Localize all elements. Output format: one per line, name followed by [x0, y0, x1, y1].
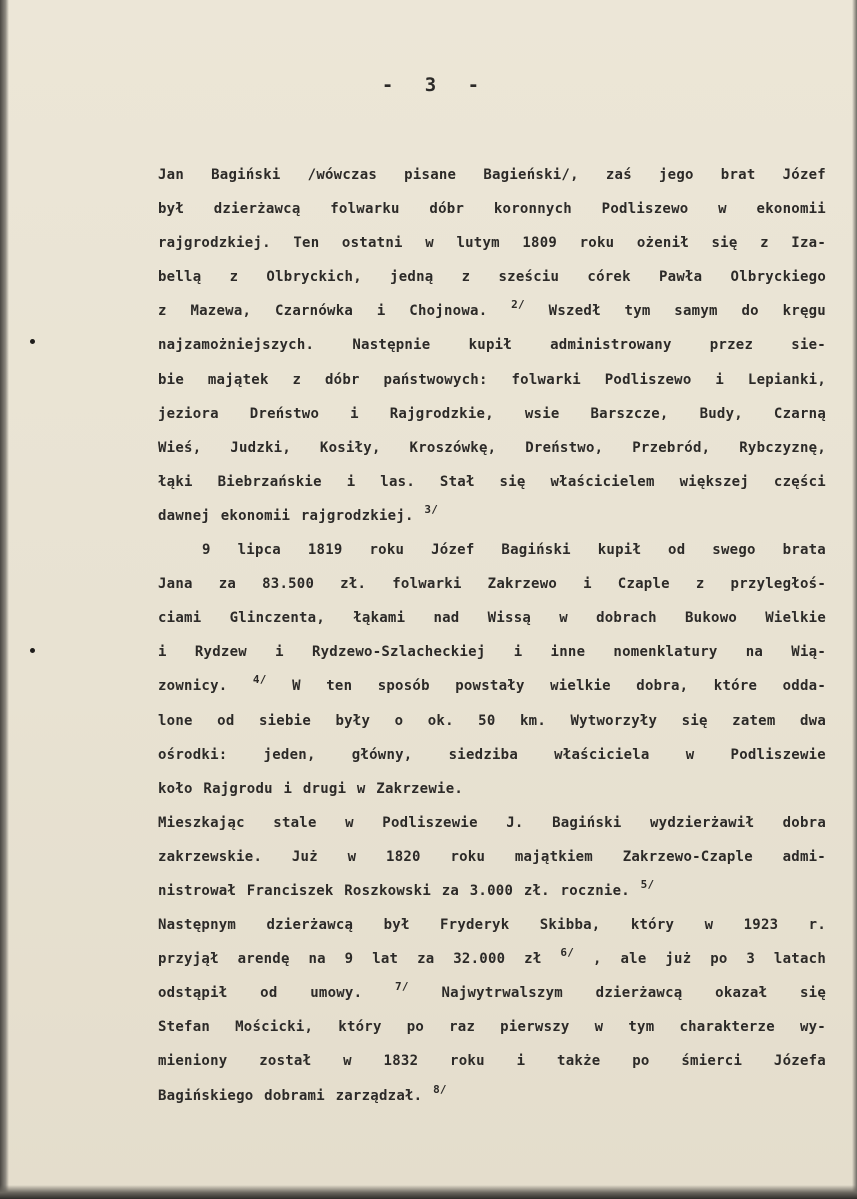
scan-edge-bottom — [0, 1185, 857, 1199]
text-line — [158, 1079, 826, 1113]
text-line — [158, 704, 826, 738]
line-text: był dzierżawcą folwarku dóbr koronnych Podliszewo w ekonomii — [158, 201, 826, 218]
line-text: Jana za 83.500 zł. folwarki Zakrzewo i Czaple z przyległoś- — [158, 576, 826, 593]
text-line — [158, 397, 826, 431]
text-line — [158, 567, 826, 601]
line-text: lone od siebie były o ok. 50 km. Wytworzyły się zatem dwa — [158, 712, 826, 729]
punch-hole-dot — [30, 339, 35, 344]
line-text-continued: Wszedł tym samym do kręgu — [548, 303, 826, 320]
text-line — [158, 976, 826, 1010]
text-line — [158, 1044, 826, 1078]
text-line — [158, 533, 826, 567]
text-line — [158, 840, 826, 874]
line-text: zownicy. — [158, 678, 228, 695]
text-line — [158, 601, 826, 635]
line-text: jeziora Dreństwo i Rajgrodzkie, wsie Barszcze, Budy, Czarną — [158, 405, 826, 422]
line-text: dawnej ekonomii rajgrodzkiej. — [158, 507, 414, 524]
line-text: zakrzewskie. Już w 1820 roku majątkiem Zakrzewo-Czaple admi- — [158, 848, 826, 865]
footnote-marker: 2/ — [511, 298, 525, 312]
text-line — [158, 738, 826, 772]
text-line — [158, 465, 826, 499]
text-line — [158, 772, 826, 806]
text-line — [158, 1010, 826, 1044]
text-line — [158, 431, 826, 465]
text-line — [158, 260, 826, 294]
text-line — [158, 158, 826, 192]
paragraph-p2 — [158, 533, 826, 806]
footnote-marker: 3/ — [424, 502, 439, 516]
text-line — [158, 908, 826, 942]
line-text: przyjął arendę na 9 lat za 32.000 zł — [158, 951, 542, 968]
line-text-continued: , ale już po 3 latach — [592, 951, 826, 968]
text-line — [158, 328, 826, 362]
footnote-marker: 8/ — [433, 1082, 447, 1096]
line-text: i Rydzew i Rydzewo-Szlacheckiej i inne nomenklatury na Wią- — [158, 644, 826, 661]
line-text: najzamożniejszych. Następnie kupił administrowany przez sie- — [158, 337, 826, 354]
line-text: ciami Glinczenta, łąkami nad Wissą w dobrach Bukowo Wielkie — [158, 610, 826, 627]
line-text: łąki Biebrzańskie i las. Stał się właścicielem większej części — [158, 473, 826, 490]
line-text-continued: Najwytrwalszym dzierżawcą okazał się — [441, 985, 826, 1002]
line-text: Stefan Mościcki, który po raz pierwszy w tym charakterze wy- — [158, 1019, 826, 1036]
line-text: Mieszkając stale w Podliszewie J. Bagiński wydzierżawił dobra — [158, 814, 826, 831]
text-line — [158, 874, 826, 908]
footnote-marker: 7/ — [395, 980, 409, 994]
footnote-marker: 5/ — [640, 877, 655, 891]
text-line — [158, 363, 826, 397]
line-text: odstąpił od umowy. — [158, 985, 363, 1002]
text-line — [158, 226, 826, 260]
text-line — [158, 499, 826, 533]
page-number: - 3 - — [381, 74, 490, 96]
line-text: z Mazewa, Czarnówka i Chojnowa. — [158, 303, 488, 320]
typewritten-body — [158, 158, 826, 1113]
text-line — [158, 806, 826, 840]
line-text-continued: W ten sposób powstały wielkie dobra, które odda- — [292, 678, 827, 695]
line-text: koło Rajgrodu i drugi w Zakrzewie. — [158, 780, 464, 797]
line-text: 9 lipca 1819 roku Józef Bagiński kupił od swego brata — [202, 542, 826, 559]
text-line — [158, 635, 826, 669]
scan-edge-left — [0, 0, 9, 1199]
line-text: rajgrodzkiej. Ten ostatni w lutym 1809 roku ożenił się z Iza- — [158, 235, 826, 252]
line-text: ośrodki: jeden, główny, siedziba właściciela w Podliszewie — [158, 746, 826, 763]
line-text: Wieś, Judzki, Kosiły, Kroszówkę, Dreństwo, Przebród, Rybczyznę, — [158, 439, 826, 456]
paragraph-p3 — [158, 806, 826, 1113]
line-text: Bagińskiego dobrami zarządzał. — [158, 1087, 423, 1104]
paragraph-p1 — [158, 158, 826, 533]
line-text: bie majątek z dóbr państwowych: folwarki Podliszewo i Lepianki, — [158, 371, 826, 388]
scan-edge-right — [852, 0, 857, 1199]
line-text: Jan Bagiński /wówczas pisane Bagieński/, zaś jego brat Józef — [158, 167, 826, 183]
line-text: Następnym dzierżawcą był Fryderyk Skibba, który w 1923 r. — [158, 917, 826, 934]
line-text: mieniony został w 1832 roku i także po śmierci Józefa — [158, 1053, 826, 1070]
text-line — [158, 942, 826, 976]
line-text: nistrował Franciszek Roszkowski za 3.000 zł. rocznie. — [158, 882, 630, 899]
punch-hole-dot — [30, 648, 35, 653]
text-line — [158, 294, 826, 328]
footnote-marker: 4/ — [252, 673, 267, 687]
footnote-marker: 6/ — [560, 946, 575, 960]
line-text: bellą z Olbryckich, jedną z sześciu córek Pawła Olbryckiego — [158, 269, 826, 286]
text-line — [158, 669, 826, 703]
text-line — [158, 192, 826, 226]
